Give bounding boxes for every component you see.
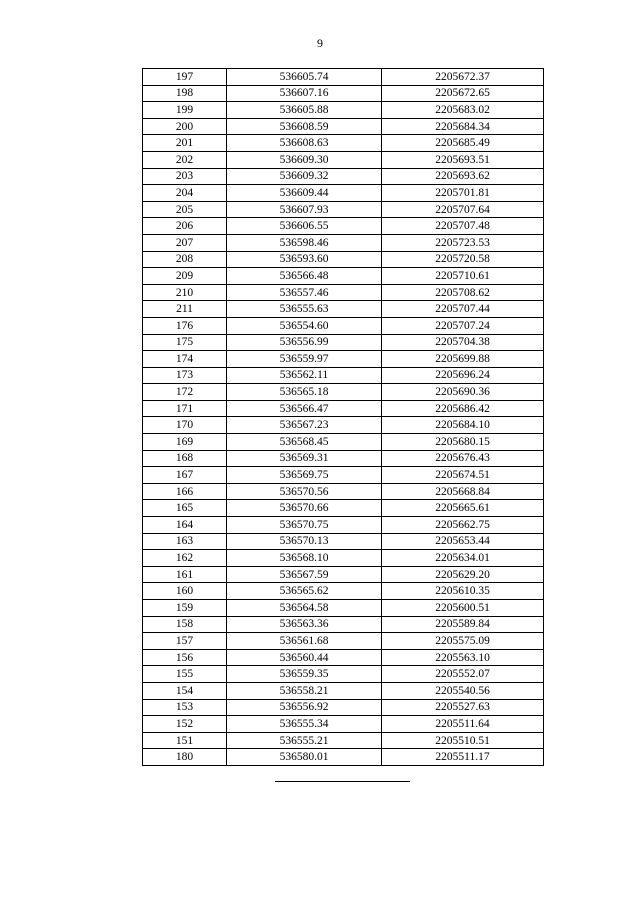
y-coordinate-cell: 2205552.07 [382,666,544,683]
x-coordinate-cell: 536570.56 [227,483,382,500]
table-row [143,85,544,102]
x-coordinate-cell: 536560.44 [227,649,382,666]
x-coordinate-cell: 536608.59 [227,118,382,135]
y-coordinate-cell: 2205653.44 [382,533,544,550]
y-coordinate-cell: 2205527.63 [382,699,544,716]
table-row [143,301,544,318]
point-number-cell: 172 [143,384,227,401]
point-number-cell: 166 [143,483,227,500]
table-row [143,168,544,185]
y-coordinate-cell: 2205672.37 [382,69,544,86]
table-row [143,533,544,550]
point-number-cell: 168 [143,450,227,467]
point-number-cell: 202 [143,151,227,168]
table-row [143,467,544,484]
point-number-cell: 203 [143,168,227,185]
x-coordinate-cell: 536570.66 [227,500,382,517]
end-of-table-rule [275,781,410,782]
x-coordinate-cell: 536570.75 [227,517,382,534]
point-number-cell: 161 [143,566,227,583]
table-row [143,749,544,766]
y-coordinate-cell: 2205693.62 [382,168,544,185]
x-coordinate-cell: 536569.75 [227,467,382,484]
x-coordinate-cell: 536569.31 [227,450,382,467]
point-number-cell: 167 [143,467,227,484]
x-coordinate-cell: 536593.60 [227,251,382,268]
y-coordinate-cell: 2205699.88 [382,351,544,368]
point-number-cell: 174 [143,351,227,368]
x-coordinate-cell: 536558.21 [227,682,382,699]
point-number-cell: 158 [143,616,227,633]
y-coordinate-cell: 2205723.53 [382,234,544,251]
y-coordinate-cell: 2205684.34 [382,118,544,135]
y-coordinate-cell: 2205589.84 [382,616,544,633]
y-coordinate-cell: 2205693.51 [382,151,544,168]
x-coordinate-cell: 536563.36 [227,616,382,633]
table-row [143,351,544,368]
x-coordinate-cell: 536605.88 [227,102,382,119]
x-coordinate-cell: 536555.63 [227,301,382,318]
point-number-cell: 205 [143,201,227,218]
y-coordinate-cell: 2205686.42 [382,400,544,417]
y-coordinate-cell: 2205563.10 [382,649,544,666]
x-coordinate-cell: 536567.59 [227,566,382,583]
y-coordinate-cell: 2205683.02 [382,102,544,119]
table-row [143,483,544,500]
y-coordinate-cell: 2205707.44 [382,301,544,318]
point-number-cell: 154 [143,682,227,699]
x-coordinate-cell: 536559.35 [227,666,382,683]
x-coordinate-cell: 536565.62 [227,583,382,600]
table-row [143,566,544,583]
x-coordinate-cell: 536609.44 [227,185,382,202]
table-row [143,251,544,268]
x-coordinate-cell: 536565.18 [227,384,382,401]
point-number-cell: 198 [143,85,227,102]
point-number-cell: 201 [143,135,227,152]
table-row [143,699,544,716]
x-coordinate-cell: 536555.21 [227,732,382,749]
y-coordinate-cell: 2205600.51 [382,600,544,617]
point-number-cell: 159 [143,600,227,617]
coordinates-table [142,68,544,766]
x-coordinate-cell: 536609.32 [227,168,382,185]
point-number-cell: 209 [143,268,227,285]
x-coordinate-cell: 536580.01 [227,749,382,766]
x-coordinate-cell: 536598.46 [227,234,382,251]
y-coordinate-cell: 2205511.64 [382,716,544,733]
y-coordinate-cell: 2205629.20 [382,566,544,583]
table-row [143,201,544,218]
point-number-cell: 169 [143,434,227,451]
table-row [143,583,544,600]
table-row [143,500,544,517]
y-coordinate-cell: 2205665.61 [382,500,544,517]
y-coordinate-cell: 2205674.51 [382,467,544,484]
x-coordinate-cell: 536562.11 [227,367,382,384]
table-row [143,334,544,351]
point-number-cell: 180 [143,749,227,766]
y-coordinate-cell: 2205708.62 [382,284,544,301]
x-coordinate-cell: 536556.99 [227,334,382,351]
table-row [143,135,544,152]
point-number-cell: 171 [143,400,227,417]
y-coordinate-cell: 2205684.10 [382,417,544,434]
y-coordinate-cell: 2205680.15 [382,434,544,451]
y-coordinate-cell: 2205634.01 [382,550,544,567]
point-number-cell: 153 [143,699,227,716]
point-number-cell: 164 [143,517,227,534]
table-row [143,600,544,617]
x-coordinate-cell: 536559.97 [227,351,382,368]
x-coordinate-cell: 536568.10 [227,550,382,567]
point-number-cell: 170 [143,417,227,434]
point-number-cell: 165 [143,500,227,517]
table-row [143,102,544,119]
y-coordinate-cell: 2205696.24 [382,367,544,384]
y-coordinate-cell: 2205707.48 [382,218,544,235]
point-number-cell: 208 [143,251,227,268]
x-coordinate-cell: 536566.47 [227,400,382,417]
table-row [143,268,544,285]
point-number-cell: 155 [143,666,227,683]
y-coordinate-cell: 2205668.84 [382,483,544,500]
y-coordinate-cell: 2205676.43 [382,450,544,467]
table-row [143,69,544,86]
point-number-cell: 152 [143,716,227,733]
table-row [143,417,544,434]
y-coordinate-cell: 2205707.24 [382,317,544,334]
x-coordinate-cell: 536555.34 [227,716,382,733]
table-row [143,384,544,401]
point-number-cell: 175 [143,334,227,351]
y-coordinate-cell: 2205690.36 [382,384,544,401]
table-row [143,517,544,534]
y-coordinate-cell: 2205511.17 [382,749,544,766]
x-coordinate-cell: 536561.68 [227,633,382,650]
x-coordinate-cell: 536606.55 [227,218,382,235]
table-row [143,118,544,135]
table-row [143,367,544,384]
x-coordinate-cell: 536607.93 [227,201,382,218]
table-row [143,649,544,666]
point-number-cell: 162 [143,550,227,567]
y-coordinate-cell: 2205575.09 [382,633,544,650]
x-coordinate-cell: 536605.74 [227,69,382,86]
point-number-cell: 176 [143,317,227,334]
point-number-cell: 200 [143,118,227,135]
point-number-cell: 173 [143,367,227,384]
y-coordinate-cell: 2205685.49 [382,135,544,152]
x-coordinate-cell: 536570.13 [227,533,382,550]
x-coordinate-cell: 536556.92 [227,699,382,716]
table-row [143,434,544,451]
y-coordinate-cell: 2205540.56 [382,682,544,699]
table-row [143,616,544,633]
x-coordinate-cell: 536568.45 [227,434,382,451]
x-coordinate-cell: 536608.63 [227,135,382,152]
point-number-cell: 211 [143,301,227,318]
x-coordinate-cell: 536607.16 [227,85,382,102]
point-number-cell: 204 [143,185,227,202]
table-row [143,732,544,749]
coordinates-table-body [143,69,544,766]
page-number: 9 [317,36,323,50]
point-number-cell: 163 [143,533,227,550]
y-coordinate-cell: 2205704.38 [382,334,544,351]
y-coordinate-cell: 2205710.61 [382,268,544,285]
y-coordinate-cell: 2205662.75 [382,517,544,534]
point-number-cell: 210 [143,284,227,301]
point-number-cell: 197 [143,69,227,86]
table-row [143,400,544,417]
table-row [143,185,544,202]
table-row [143,716,544,733]
table-row [143,317,544,334]
point-number-cell: 206 [143,218,227,235]
x-coordinate-cell: 536567.23 [227,417,382,434]
y-coordinate-cell: 2205707.64 [382,201,544,218]
table-row [143,284,544,301]
table-row [143,450,544,467]
x-coordinate-cell: 536554.60 [227,317,382,334]
y-coordinate-cell: 2205672.65 [382,85,544,102]
x-coordinate-cell: 536566.48 [227,268,382,285]
point-number-cell: 156 [143,649,227,666]
y-coordinate-cell: 2205610.35 [382,583,544,600]
x-coordinate-cell: 536564.58 [227,600,382,617]
table-row [143,218,544,235]
x-coordinate-cell: 536609.30 [227,151,382,168]
point-number-cell: 160 [143,583,227,600]
table-row [143,234,544,251]
point-number-cell: 151 [143,732,227,749]
y-coordinate-cell: 2205720.58 [382,251,544,268]
y-coordinate-cell: 2205701.81 [382,185,544,202]
point-number-cell: 199 [143,102,227,119]
table-row [143,682,544,699]
table-row [143,666,544,683]
point-number-cell: 157 [143,633,227,650]
y-coordinate-cell: 2205510.51 [382,732,544,749]
table-row [143,633,544,650]
x-coordinate-cell: 536557.46 [227,284,382,301]
table-row [143,550,544,567]
table-row [143,151,544,168]
point-number-cell: 207 [143,234,227,251]
